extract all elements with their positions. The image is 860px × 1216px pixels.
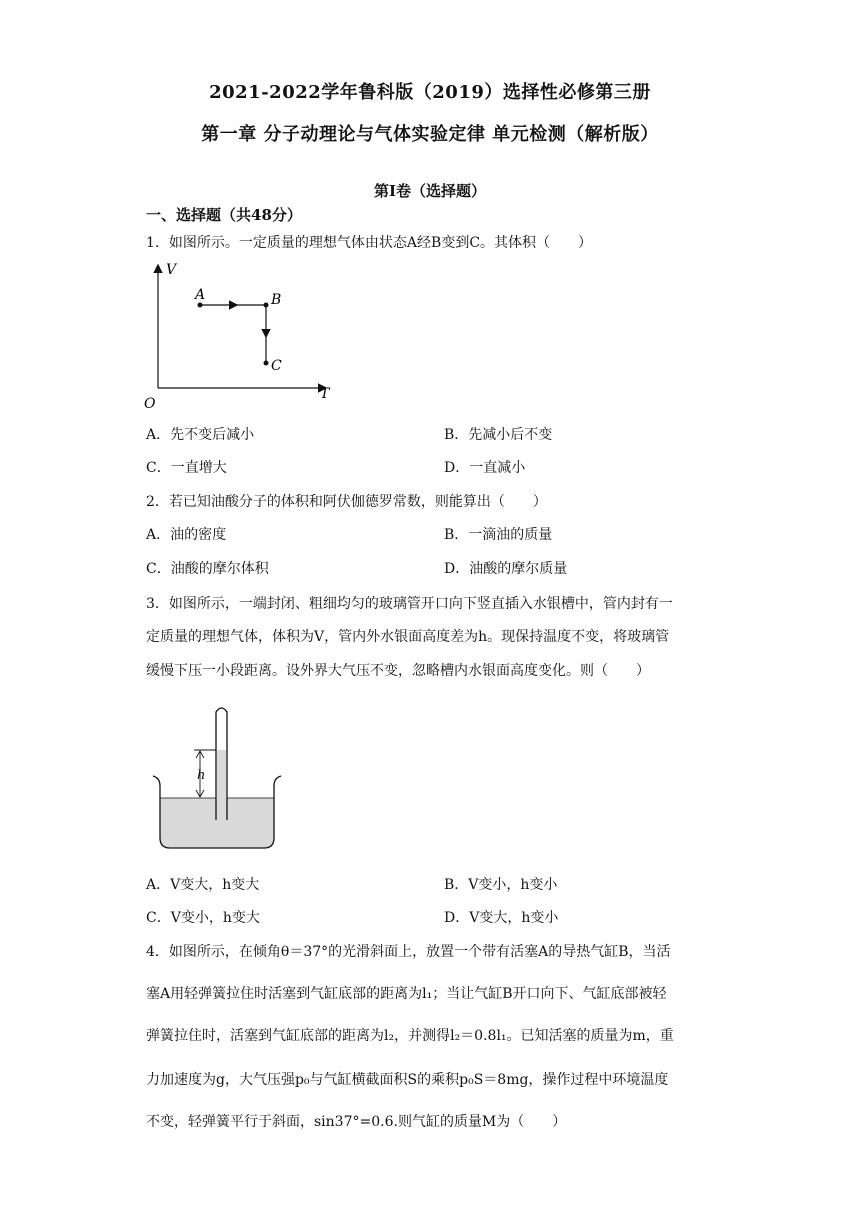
question-4-stem-line-1	[146, 941, 671, 961]
question-number: 2．	[146, 494, 169, 510]
question-1-option-a[interactable]: A．先不变后减小	[146, 427, 255, 443]
question-3-stem-line-1	[146, 593, 673, 613]
document-title-line-1: 2021-2022学年鲁科版（2019）选择性必修第三册	[209, 82, 651, 103]
question-2-option-d[interactable]: D．油酸的摩尔质量	[444, 561, 568, 577]
state-label-b: B	[271, 292, 282, 308]
mercury-trough-figure	[150, 700, 290, 855]
question-4-stem-line-5: 不变，轻弹簧平行于斜面，sin37°=0.6.则气缸的质量M为（ ）	[146, 1114, 567, 1130]
question-3-option-c[interactable]: C．V变小，h变大	[146, 910, 260, 926]
question-text: 如图所示，一端封闭、粗细均匀的玻璃管开口向下竖直插入水银槽中，管内封有一	[168, 596, 673, 612]
vt-graph-figure	[140, 256, 340, 416]
question-4-stem-line-2: 塞A用轻弹簧拉住时活塞到气缸底部的距离为l₁；当让气缸B开口向下、气缸底部被轻	[146, 986, 667, 1002]
question-3-option-d[interactable]: D．V变大，h变小	[444, 910, 559, 926]
state-point-c	[264, 361, 269, 366]
question-number: 1．	[146, 235, 169, 251]
question-number: 3．	[146, 596, 169, 612]
mercury-column-in-tube	[217, 750, 226, 820]
state-point-a	[198, 303, 203, 308]
v-axis-label: V	[166, 262, 177, 278]
question-2-option-c[interactable]: C．油酸的摩尔体积	[146, 561, 269, 577]
question-3-option-a[interactable]: A．V变大，h变大	[146, 877, 260, 893]
question-1-option-c[interactable]: C．一直增大	[146, 460, 227, 476]
volume-title: 第Ⅰ卷（选择题）	[373, 182, 487, 200]
question-3-stem-line-2: 定质量的理想气体，体积为V，管内外水银面高度差为h。现保持温度不变，将玻璃管	[146, 629, 670, 645]
question-2-stem	[146, 491, 547, 511]
state-label-a: A	[195, 287, 206, 303]
question-1-stem	[146, 232, 592, 252]
question-3-option-b[interactable]: B．V变小，h变小	[444, 877, 558, 893]
h-label: h	[197, 768, 206, 783]
question-2-option-a[interactable]: A．油的密度	[146, 527, 227, 543]
question-text: 若已知油酸分子的体积和阿伏伽德罗常数，则能算出（ ）	[168, 494, 547, 510]
document-title-line-2: 第一章 分子动理论与气体实验定律 单元检测（解析版）	[201, 124, 659, 145]
state-label-c: C	[271, 358, 282, 374]
question-4-stem-line-3: 弹簧拉住时，活塞到气缸底部的距离为l₂，并测得l₂＝0.8l₁。已知活塞的质量为m，重	[146, 1028, 674, 1044]
question-1-option-d[interactable]: D．一直减小	[444, 460, 526, 476]
question-4-stem-line-4: 力加速度为g，大气压强p₀与气缸横截面积S的乘积p₀S＝8mg，操作过程中环境温度	[146, 1072, 669, 1088]
origin-label: O	[144, 396, 156, 412]
part-title: 一、选择题（共48分）	[146, 206, 302, 224]
state-point-b	[264, 303, 269, 308]
question-text: 如图所示，在倾角θ＝37°的光滑斜面上，放置一个带有活塞A的导热气缸B，当活	[168, 944, 671, 960]
question-text: 如图所示。一定质量的理想气体由状态A经B变到C。其体积（ ）	[168, 235, 593, 251]
question-3-stem-line-3: 缓慢下压一小段距离。设外界大气压不变，忽略槽内水银面高度变化。则（ ）	[146, 663, 650, 679]
question-2-option-b[interactable]: B．一滴油的质量	[444, 527, 553, 543]
t-axis-label: T	[320, 386, 330, 402]
question-1-option-b[interactable]: B．先减小后不变	[444, 427, 553, 443]
question-number: 4．	[146, 944, 169, 960]
